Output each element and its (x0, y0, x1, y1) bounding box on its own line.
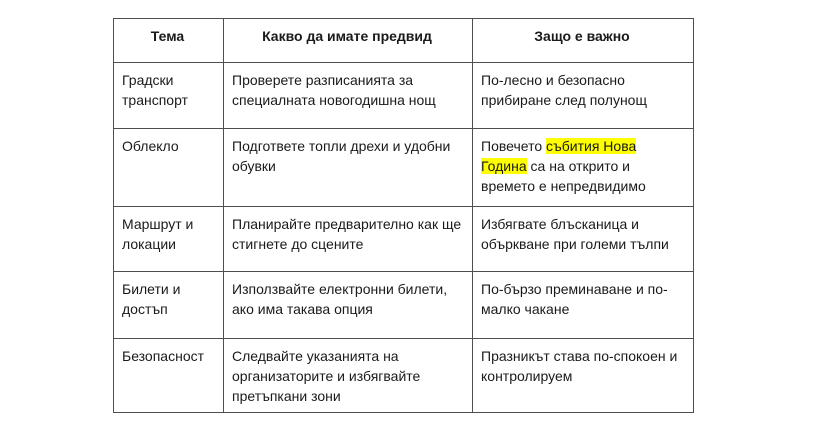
table-row (114, 339, 694, 413)
cell-topic: Облекло (114, 129, 224, 207)
why-text-before-highlight: Повечето (481, 138, 546, 154)
cell-consider: Следвайте указанията на организаторите и избягвайте претъпкани зони (224, 339, 473, 413)
cell-topic: Градски транспорт (114, 63, 224, 129)
table-row (114, 129, 694, 207)
cell-why: Празникът става по-спокоен и контролируем (473, 339, 694, 413)
cell-why: Избягвате блъсканица и объркване при големи тълпи (473, 207, 694, 272)
cell-topic: Маршрут и локации (114, 207, 224, 272)
header-row (114, 19, 694, 63)
column-header-why: Защо е важно (473, 19, 694, 63)
cell-consider: Подгответе топли дрехи и удобни обувки (224, 129, 473, 207)
why-text-after-highlight: са на открито и времето е непредвидимо (481, 158, 646, 194)
cell-why: По-бързо преминаване и по-малко чакане (473, 272, 694, 339)
cell-topic: Билети и достъп (114, 272, 224, 339)
highlighted-text: събития Нова Година (481, 138, 637, 174)
column-header-topic: Тема (114, 19, 224, 63)
table-row (114, 207, 694, 272)
new-year-tips-table (113, 18, 694, 413)
cell-topic: Безопасност (114, 339, 224, 413)
cell-consider: Използвайте електронни билети, ако има такава опция (224, 272, 473, 339)
table-row (114, 63, 694, 129)
column-header-consider: Какво да имате предвид (224, 19, 473, 63)
table-row (114, 272, 694, 339)
cell-why: По-лесно и безопасно прибиране след полунощ (473, 63, 694, 129)
cell-consider: Проверете разписанията за специалната новогодишна нощ (224, 63, 473, 129)
cell-why (473, 129, 694, 207)
cell-consider: Планирайте предварително как ще стигнете до сцените (224, 207, 473, 272)
